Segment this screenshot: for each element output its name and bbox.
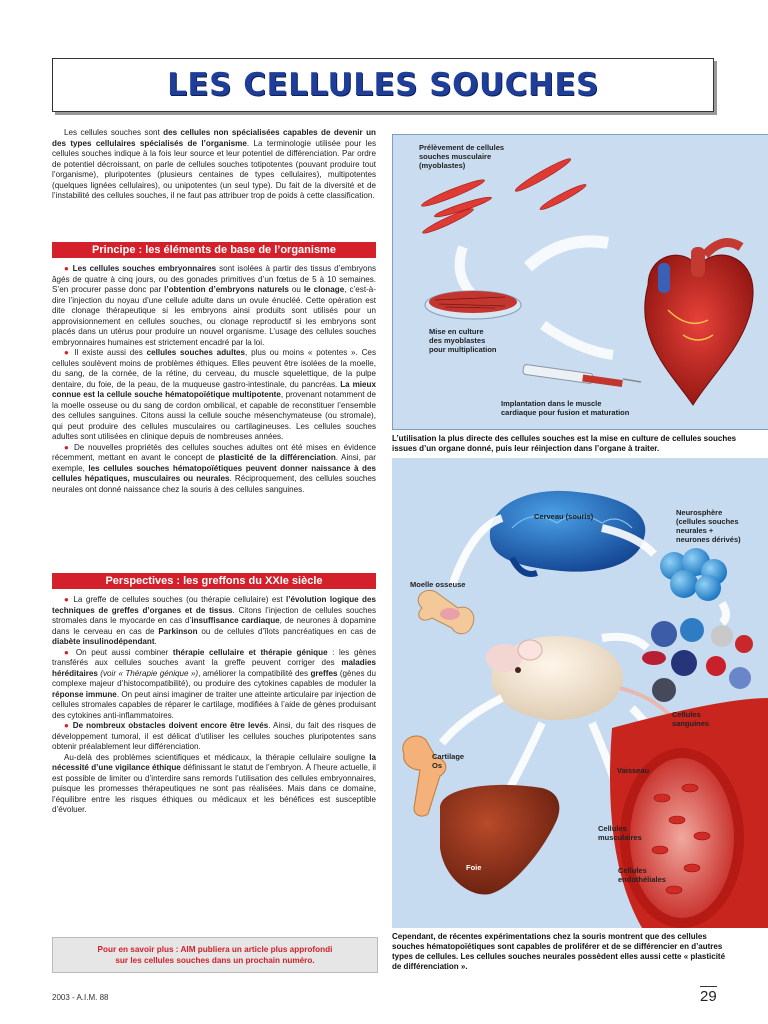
bullet-icon: ● xyxy=(64,264,70,273)
info-line: sur les cellules souches dans un prochain numéro. xyxy=(115,956,315,965)
bone-icon xyxy=(403,736,446,816)
info-box xyxy=(52,937,378,973)
label-blood-cells: Cellules sanguines xyxy=(672,710,710,728)
info-line: Pour en savoir plus : AIM publiera un article plus approfondi xyxy=(97,945,333,954)
label-brain: Cerveau (souris) xyxy=(534,512,594,521)
syringe-icon xyxy=(523,364,641,387)
petri-dish-icon xyxy=(425,291,521,319)
intro-paragraph: Les cellules souches sont des cellules non spécialisées capables de devenir un des types cellulaires spécialisés de l’organisme. La terminologie utilisée pour les cellules souches indique à la fois leur source et leur potentiel de différenciation. Par ordre de potentiel décroissant, on parle de cellules souches totipotentes (pouvant produire tout l’organisme), pluripotentes (plusieurs centaines de types cellulaires), multipotentes (quelques lignées cellulaires), ou unipotentes (un seul type). Du fait de la diversité et de l’instabilité des cellules souches, il ne faut pas attribuer trop de poids à cette classification. xyxy=(52,128,377,200)
intro-text xyxy=(52,128,376,202)
section-heading-perspectives: Perspectives : les greffons du XXIe siècle xyxy=(52,573,376,589)
figure-myoblast-culture xyxy=(392,134,768,430)
page-number: 29 xyxy=(700,988,717,1005)
figure-stem-cell-plasticity xyxy=(392,458,768,928)
neurosphere-icon xyxy=(660,548,727,601)
label-vessel: Vaisseau xyxy=(617,766,650,775)
paragraph: ● On peut aussi combiner thérapie cellulaire et thérapie génique : les gènes transférés aux cellules souches avant la greffe peuvent corriger des maladies héréditaires (voir « Thérapie génique »), améliorer la compatibilité des greffes (gènes du complexe majeur d’histocompatibilité), ou produire des cytokines capables de moduler la réponse immune. On peut ainsi imaginer de traiter une atteinte articulaire par injection de cellules stromales capables de réparer le cartilage, modifiées à l’aide de gènes produisant des cytokines anti-inflammatoires. xyxy=(52,647,377,720)
label-bone-marrow: Moelle osseuse xyxy=(410,580,466,589)
paragraph: ● De nombreux obstacles doivent encore être levés. Ainsi, du fait des risques de développement tumoral, il est délicat d’utiliser les cellules souches pluripotentes sans obtenir préalablement leur différenciation. xyxy=(52,721,377,751)
paragraph: ● La greffe de cellules souches (ou thérapie cellulaire) est l’évolution logique des techniques de greffes d’organes et de tissus. Citons l’injection de cellules souches stromales dans le myocarde en cas d’insuffisance cardiaque, de neurones à dopamine dans le cerveau en cas de Parkinson ou de cellules d’îlots pancréatiques en cas de diabète insulinodépendant. xyxy=(52,595,377,646)
vessel-icon xyxy=(610,698,768,928)
figure1-illustration xyxy=(393,135,768,429)
label-cartilage-bone: Cartilage Os xyxy=(432,752,465,770)
label-culture: Mise en culture des myoblastes pour multiplication xyxy=(429,327,497,354)
arrow-icon xyxy=(528,241,608,267)
heart-icon xyxy=(645,243,753,406)
arrow-icon xyxy=(460,247,473,295)
section-principe-text xyxy=(52,264,376,495)
bone-marrow-icon xyxy=(418,590,474,633)
label-liver: Foie xyxy=(466,863,482,872)
blood-cells-icon xyxy=(642,618,753,702)
bullet-icon: ● xyxy=(64,721,70,730)
label-endothelial-cells: Cellules endothéliales xyxy=(618,866,666,884)
mouse-icon xyxy=(486,636,680,728)
section-heading-principe: Principe : les éléments de base de l’organisme xyxy=(52,242,376,258)
footer-citation: 2003 - A.I.M. 88 xyxy=(52,993,109,1002)
bullet-icon: ● xyxy=(64,647,72,657)
figure2-caption: Cependant, de récentes expérimentations chez la souris montrent que des cellules souches hématopoïétiques sont capables de proliférer et de se différencier en d’autres types de cellules. Les cellules souches neurales possèdent elles aussi cette « plasticité de différenciation ». xyxy=(392,932,726,971)
bullet-icon: ● xyxy=(64,348,71,357)
paragraph: ● Les cellules souches embryonnaires sont isolées à partir des tissus d’embryons âgés de quatre à cinq jours, ou des gonades primitives d’un fœtus de 5 à 10 semaines. S’en procurer passe donc par l’obtention d’embryons naturels ou le clonage, c’est-à-dire l’injection du noyau d’une cellule adulte dans un ovule énucléé. Cette opération est dite clonage thérapeutique si les embryons ainsi produits sont utilisés pour un approvisionnement en cellules souches, ou clonage reproductif si les embryons sont placés dans un utérus pour produire un nouvel organisme. L’usage des cellules souches embryonnaires humaines est strictement encadré par la loi. xyxy=(52,264,377,347)
paragraph: Au-delà des problèmes scientifiques et médicaux, la thérapie cellulaire souligne la nécessité d’une vigilance éthique définissant le statut de l’embryon. À l’heure actuelle, il est possible de limiter ou d’interdire sans remords l’utilisation des cellules embryonnaires, puisque les promesses thérapeutiques ne sont pas réalisées. Mais dans ce domaine, l’équilibre entre les risques éthiques ou médicaux et les bénéfices est susceptible d’évoluer. xyxy=(52,752,376,814)
section-perspectives-text xyxy=(52,595,376,816)
arrow-icon xyxy=(543,325,613,355)
label-myoblast-sampling: Prélèvement de cellules souches musculaire (myoblastes) xyxy=(419,143,505,170)
liver-icon xyxy=(440,785,559,895)
bullet-icon: ● xyxy=(64,442,71,452)
title-box xyxy=(52,58,714,112)
label-muscle-cells: Cellules musculaires xyxy=(598,824,642,842)
label-implantation: Implantation dans le muscle cardiaque pour fusion et maturation xyxy=(501,399,630,417)
label-neurosphere: Neurosphère (cellules souches neurales + neurones dérivés) xyxy=(676,508,741,544)
page-title: LES CELLULES SOUCHES xyxy=(167,67,599,103)
paragraph: ● Il existe aussi des cellules souches adultes, plus ou moins « potentes ». Ces cellules soulèvent moins de problèmes éthiques. Elles peuvent être isolées de la moelle, du sang, de la cornée, de la rétine, du cerveau, du muscle squelettique, de la pulpe dentaire, du foie, de la peau, de la muqueuse gastro-intestinale, du pancréas. La mieux connue est la cellule souche hématopoïétique multipotente, provenant notamment de la moelle osseuse ou du sang de cordon ombilical, et capable de reconstituer l’ensemble des cellules sanguines. Citons aussi la cellule souche mésenchymateuse (ou stromale), qui peut produire des cellules musculaires ou cartilagineuses. Les cellules souches adultes sont utilisées en clinique depuis de nombreuses années. xyxy=(52,348,376,441)
figure1-caption: L’utilisation la plus directe des cellules souches est la mise en culture de cellules souches issues d’un organe donné, puis leur réinjection dans l’organe à traiter. xyxy=(392,434,737,453)
paragraph: ● De nouvelles propriétés des cellules souches adultes ont été mises en évidence récemment, mettant en avant le concept de plasticité de la différenciation. Ainsi, par exemple, les cellules souches hématopoïétiques peuvent donner naissance à des cellules hépatiques, musculaires ou neurales. Réciproquement, des cellules souches neurales ont donné naissance chez la souris à des cellules sanguines. xyxy=(52,442,376,494)
bullet-icon: ● xyxy=(64,595,71,604)
